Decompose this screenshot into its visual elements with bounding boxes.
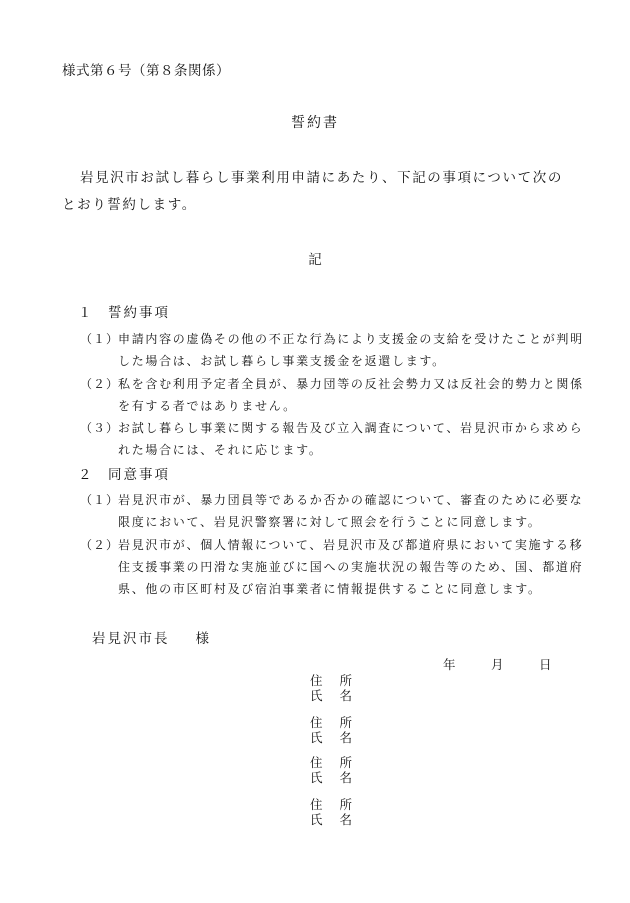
item-number: （２）	[80, 538, 120, 552]
item-text: 私を含む利用予定者全員が、暴力団等の反社会勢力又は反社会的勢力と関係	[118, 377, 584, 391]
list-item	[80, 491, 583, 508]
signature-name-label	[310, 728, 353, 746]
intro-line-2: とおり誓約します。	[62, 197, 197, 213]
list-item	[80, 419, 583, 436]
item-number: （２）	[80, 377, 120, 391]
list-item	[80, 375, 584, 392]
list-item	[80, 330, 584, 347]
label-char: 所	[339, 797, 354, 812]
label-char: 所	[339, 755, 354, 770]
date-line	[443, 655, 552, 673]
list-item	[80, 536, 583, 553]
date-year: 年	[443, 657, 456, 672]
addressee	[92, 627, 211, 647]
section-number: １	[78, 305, 94, 321]
label-char: 住	[310, 755, 324, 770]
signature-name-label	[310, 768, 353, 786]
label-char: 名	[339, 812, 354, 827]
date-day: 日	[539, 657, 552, 672]
addressee-name: 岩見沢市長	[92, 631, 170, 647]
item-text-continued: 県、他の市区町村及び宿泊事業者に情報提供することに同意します。	[118, 582, 542, 596]
label-char: 氏	[310, 730, 324, 745]
item-number: （３）	[80, 421, 120, 435]
label-char: 氏	[310, 688, 324, 703]
ki-heading: 記	[308, 252, 322, 268]
signature-name-label	[310, 686, 353, 704]
label-char: 住	[310, 797, 324, 812]
item-text: 岩見沢市が、暴力団員等であるか否かの確認について、審査のために必要な	[118, 493, 584, 507]
item-text-continued: 限度において、岩見沢警察署に対して照会を行うことに同意します。	[118, 515, 542, 529]
section-heading-consent	[78, 463, 170, 483]
label-char: 所	[339, 673, 354, 688]
intro-line-1: 岩見沢市お試し暮らし事業利用申請にあたり、下記の事項について次の	[80, 170, 563, 186]
section-heading-pledge	[78, 301, 170, 321]
label-char: 氏	[310, 812, 324, 827]
section-title: 誓約事項	[108, 305, 170, 321]
item-text-continued: れた場合には、それに応じます。	[118, 443, 323, 457]
label-char: 名	[339, 770, 354, 785]
item-text-continued: 住支援事業の円滑な実施並びに国への実施状況の報告等のため、国、都道府	[118, 560, 584, 574]
item-text-continued: を有する者ではありません。	[118, 399, 297, 413]
label-char: 名	[339, 688, 354, 703]
item-text: お試し暮らし事業に関する報告及び立入調査について、岩見沢市から求めら	[118, 421, 584, 435]
signature-name-label	[310, 810, 353, 828]
label-char: 住	[310, 715, 324, 730]
item-text-continued: した場合は、お試し暮らし事業支援金を返還します。	[118, 354, 446, 368]
item-text: 岩見沢市が、個人情報について、岩見沢市及び都道府県において実施する移	[118, 538, 584, 552]
item-number: （１）	[80, 332, 120, 346]
form-number: 様式第６号（第８条関係）	[62, 63, 230, 79]
item-text: 申請内容の虚偽その他の不正な行為により支援金の支給を受けたことが判明	[118, 332, 584, 346]
label-char: 氏	[310, 770, 324, 785]
date-month: 月	[491, 657, 504, 672]
section-number: ２	[78, 467, 94, 483]
label-char: 名	[339, 730, 354, 745]
label-char: 所	[339, 715, 354, 730]
label-char: 住	[310, 673, 324, 688]
document-title: 誓約書	[291, 115, 339, 131]
addressee-honorific: 様	[195, 631, 211, 647]
item-number: （１）	[80, 493, 120, 507]
section-title: 同意事項	[108, 467, 170, 483]
